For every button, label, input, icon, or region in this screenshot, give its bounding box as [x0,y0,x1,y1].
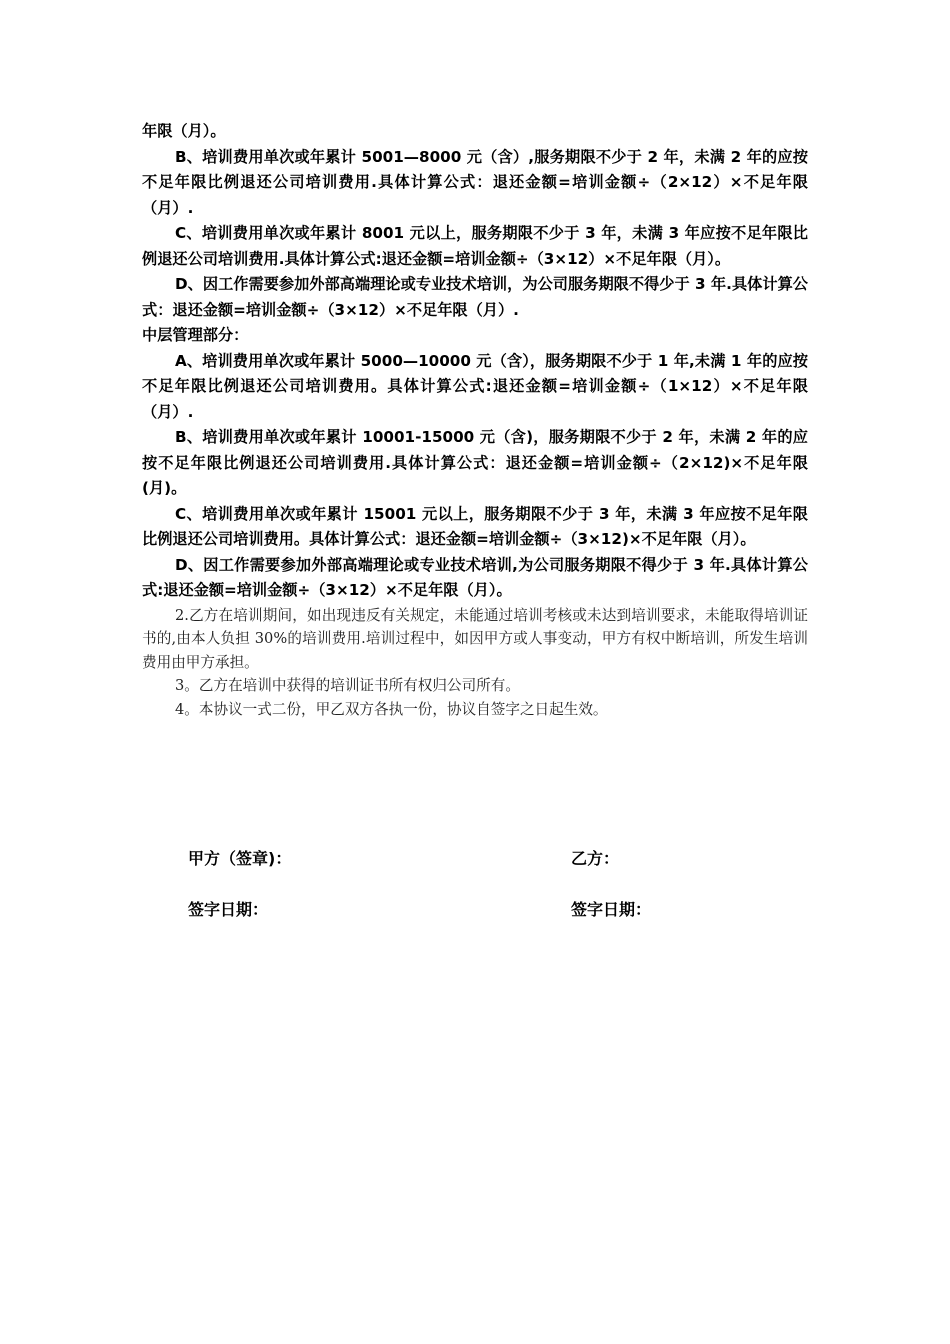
paragraph-mgmt-clause-a: A、培训费用单次或年累计 5000—10000 元（含），服务期限不少于 1 年,未满 1 年的应按不足年限比例退还公司培训费用。具体计算公式:退还金额=培训金额÷（1×12）×不足年限（月）. [142,351,808,421]
contract-body [142,119,808,721]
paragraph-staff-clause-b: B、培训费用单次或年累计 5001—8000 元（含）,服务期限不少于 2 年，未满 2 年的应按不足年限比例退还公司培训费用.具体计算公式：退还金额=培训金额÷（2×12）×不足年限（月）. [142,147,808,217]
party-a-signature-label: 甲方（签章)： [188,849,292,868]
paragraph-staff-clause-c: C、培训费用单次或年累计 8001 元以上，服务期限不少于 3 年，未满 3 年应按不足年限比例退还公司培训费用.具体计算公式:退还金额=培训金额÷（3×12）×不足年限（月）。 [142,224,808,268]
paragraph-mgmt-clause-b: B、培训费用单次或年累计 10001-15000 元（含)，服务期限不少于 2 年，未满 2 年的应按不足年限比例退还公司培训费用.具体计算公式：退还金额=培训金额÷（2×12)×不足年限(月)。 [142,428,808,497]
paragraph-clause-3: 3。乙方在培训中获得的培训证书所有权归公司所有。 [175,677,520,694]
paragraph-staff-clause-d: D、因工作需要参加外部高端理论或专业技术培训，为公司服务期限不得少于 3 年.具体计算公式：退还金额=培训金额÷（3×12）×不足年限（月）. [142,275,808,319]
paragraph-clause-4: 4。本协议一式二份，甲乙双方各执一份，协议自签字之日起生效。 [175,700,608,718]
party-b-signature-label: 乙方： [571,849,620,868]
paragraph-mgmt-clause-c: C、培训费用单次或年累计 15001 元以上，服务期限不少于 3 年，未满 3 年应按不足年限比例退还公司培训费用。具体计算公式：退还金额=培训金额÷（3×12)×不足年限（月）。 [142,504,808,548]
paragraph-clause-2: 2.乙方在培训期间，如出现违反有关规定，未能通过培训考核或未达到培训要求，未能取得培训证书的,由本人负担 30%的培训费用.培训过程中，如因甲方或人事变动，甲方有权中断培训，所发生培训费用由甲方承担。 [142,606,808,671]
paragraph-mgmt-clause-d: D、因工作需要参加外部高端理论或专业技术培训,为公司服务期限不得少于 3 年.具体计算公式:退还金额=培训金额÷（3×12）×不足年限（月）。 [142,555,808,599]
party-a-date-label: 签字日期： [188,900,269,919]
section-heading-middle-management: 中层管理部分： [142,326,249,344]
paragraph-continuation: 年限（月）。 [142,122,226,140]
party-b-date-label: 签字日期： [571,900,652,919]
